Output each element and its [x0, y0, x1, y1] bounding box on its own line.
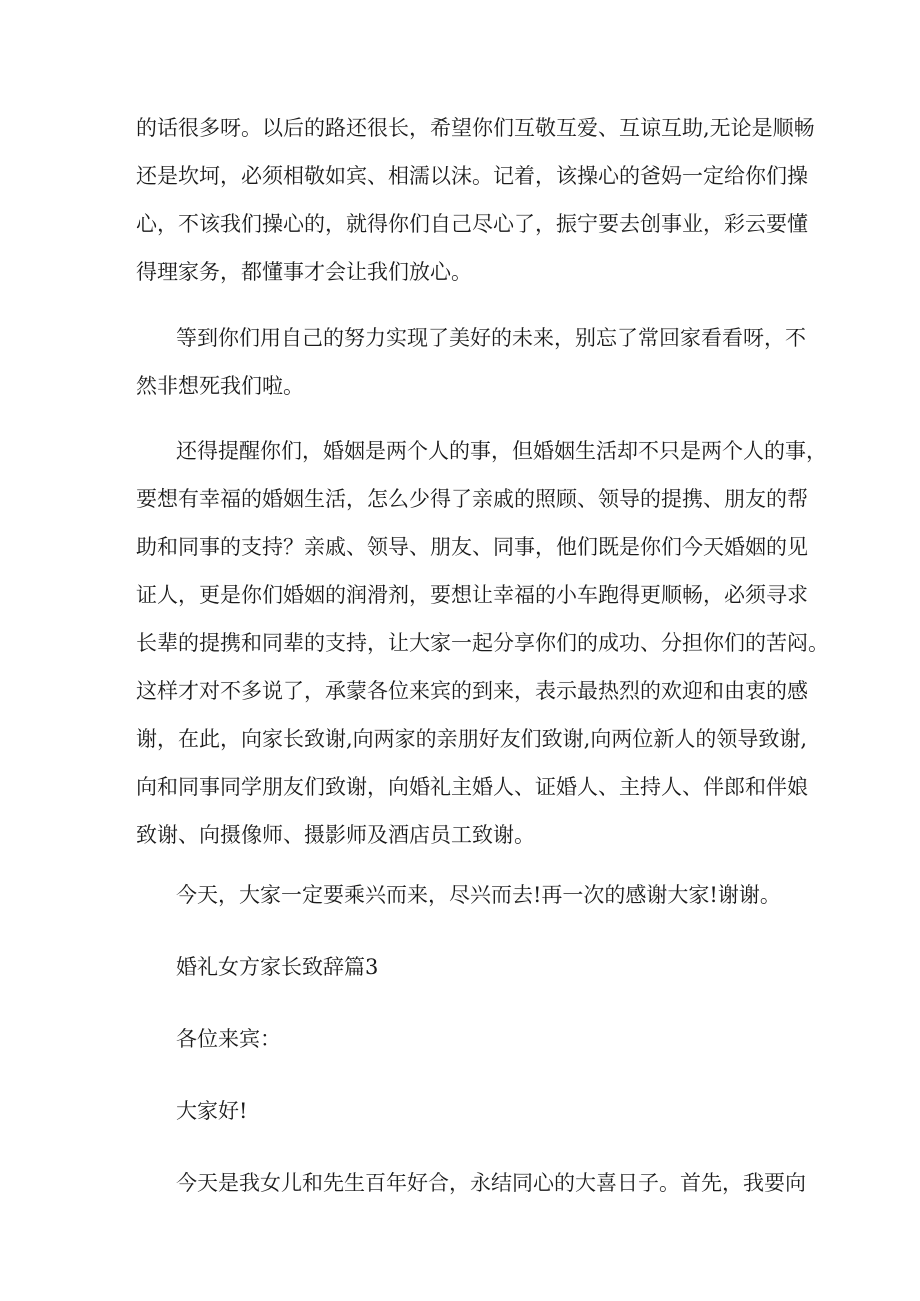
paragraph-4: [136, 871, 796, 919]
paragraph-line: 然非想死我们啦。: [136, 374, 304, 398]
section-heading: [136, 943, 796, 991]
paragraph-line: 要想有幸福的婚姻生活，怎么少得了亲戚的照顾、领导的提携、朋友的帮: [136, 487, 808, 511]
greeting: [136, 1087, 796, 1135]
paragraph-line: 向和同事同学朋友们致谢，向婚礼主婚人、证婚人、主持人、伴郎和伴娘: [136, 775, 808, 799]
paragraph-line: 还得提醒你们，婚姻是两个人的事，但婚姻生活却不只是两个人的事，: [176, 439, 827, 463]
paragraph-line: 谢，在此，向家长致谢,向两家的亲朋好友们致谢,向两位新人的领导致谢,: [136, 727, 808, 751]
paragraph-1: [136, 104, 815, 296]
paragraph-line: 长辈的提携和同辈的支持，让大家一起分享你们的成功、分担你们的苦闷。: [136, 631, 829, 655]
paragraph-line: 致谢、向摄像师、摄影师及酒店员工致谢。: [136, 823, 535, 847]
paragraph-line: 助和同事的支持？亲戚、领导、朋友、同事，他们既是你们今天婚姻的见: [136, 535, 808, 559]
paragraph-line: 这样才对不多说了，承蒙各位来宾的到来，表示最热烈的欢迎和由衷的感: [136, 679, 808, 703]
paragraph-line: 的话很多呀。以后的路还很长，希望你们互敬互爱、互谅互助,无论是顺畅: [136, 116, 815, 140]
paragraph-line: 心，不该我们操心的，就得你们自己尽心了，振宁要去创事业，彩云要懂: [136, 212, 808, 236]
paragraph-line: 今天，大家一定要乘兴而来，尽兴而去!再一次的感谢大家!谢谢。: [176, 883, 781, 907]
greeting-text: 大家好!: [176, 1099, 248, 1123]
heading-text: 婚礼女方家长致辞篇3: [176, 955, 379, 979]
paragraph-line: 等到你们用自己的努力实现了美好的未来，别忘了常回家看看呀，不: [176, 326, 806, 350]
paragraph-line: 证人，更是你们婚姻的润滑剂，要想让幸福的小车跑得更顺畅，必须寻求: [136, 583, 808, 607]
paragraph-2: [136, 314, 806, 410]
paragraph-line: 得理家务，都懂事才会让我们放心。: [136, 260, 472, 284]
paragraph-line: 今天是我女儿和先生百年好合，永结同心的大喜日子。首先，我要向: [176, 1171, 806, 1195]
paragraph-3: [136, 427, 829, 859]
paragraph-line: 还是坎坷，必须相敬如宾、相濡以沫。记着，该操心的爸妈一定给你们操: [136, 164, 808, 188]
salutation-text: 各位来宾：: [176, 1027, 281, 1051]
salutation: [136, 1015, 796, 1063]
paragraph-5: [136, 1159, 806, 1207]
